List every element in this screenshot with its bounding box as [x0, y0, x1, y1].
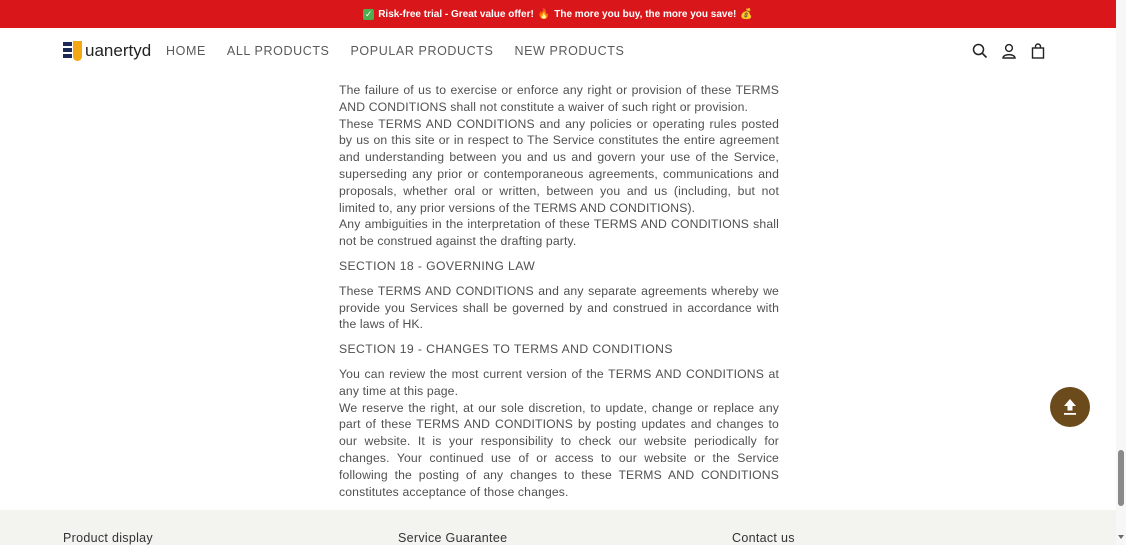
- main-nav: [166, 28, 645, 74]
- scrollbar-thumb[interactable]: [1118, 450, 1124, 506]
- upload-arrow-icon: [1062, 398, 1078, 416]
- announcement-text-1: Risk-free trial - Great value offer!: [378, 8, 534, 20]
- footer-service-guarantee: Service Guarantee: [398, 531, 508, 545]
- scroll-down-arrow-icon[interactable]: [1118, 535, 1124, 539]
- checkmark-icon: ✓: [364, 8, 373, 19]
- site-header: [0, 28, 1116, 74]
- nav-new-products[interactable]: NEW PRODUCTS: [514, 44, 625, 58]
- nav-home[interactable]: HOME: [166, 44, 206, 58]
- logo-text: uanertyd: [85, 41, 152, 60]
- fire-icon: 🔥: [537, 8, 551, 20]
- search-icon[interactable]: [972, 42, 988, 60]
- site-footer: [0, 510, 1116, 545]
- cart-icon[interactable]: [1030, 42, 1046, 60]
- header-icons: [972, 42, 1046, 60]
- announcement-bar: [0, 0, 1116, 28]
- logo-mark-icon: [63, 41, 83, 61]
- paragraph-waiver: The failure of us to exercise or enforce any right or provision of these TERMS AND CONDITIONS shall not constitute a waiver of such right or provision. These TERMS AND CONDITIONS and any policies or operating rules posted by us on this site or in respect to The Service constitutes the entire agreement and understanding between you and us and govern your use of the Service, superseding any prior or contemporaneous agreements, communications and proposals, whether oral or written, between you and us (including, but not limited to, any prior versions of the TERMS AND CONDITIONS). Any ambiguities in the interpretation of these TERMS AND CONDITIONS shall not be construed against the drafting party.: [339, 83, 779, 249]
- section-18-heading: SECTION 18 - GOVERNING LAW: [339, 258, 536, 273]
- nav-popular-products[interactable]: POPULAR PRODUCTS: [350, 44, 494, 58]
- section-19-heading: SECTION 19 - CHANGES TO TERMS AND CONDITIONS: [339, 342, 673, 357]
- terms-content: [339, 82, 779, 508]
- section-19-body: You can review the most current version of the TERMS AND CONDITIONS at any time at this page. We reserve the right, at our sole discretion, to update, change or replace any part of these TERMS AND CONDITIONS by posting updates and changes to our website. It is your responsibility to check our website periodically for changes. Your continued use of or access to our website or the Service following the posting of any changes to these TERMS AND CONDITIONS constitutes acceptance of those changes.: [339, 366, 779, 499]
- scroll-to-top-button[interactable]: [1050, 387, 1090, 427]
- account-icon[interactable]: [1001, 42, 1017, 60]
- logo[interactable]: [63, 41, 151, 61]
- money-bag-icon: 💰: [740, 8, 753, 20]
- page-scrollbar[interactable]: [1116, 0, 1126, 545]
- announcement-text-2: The more you buy, the more you save!: [554, 8, 737, 20]
- footer-product-display: Product display: [63, 531, 153, 545]
- section-18-body: These TERMS AND CONDITIONS and any separate agreements whereby we provide you Services shall be governed by and construed in accordance with the laws of HK.: [339, 283, 779, 332]
- nav-all-products[interactable]: ALL PRODUCTS: [226, 44, 330, 58]
- footer-contact-us: Contact us: [732, 531, 795, 545]
